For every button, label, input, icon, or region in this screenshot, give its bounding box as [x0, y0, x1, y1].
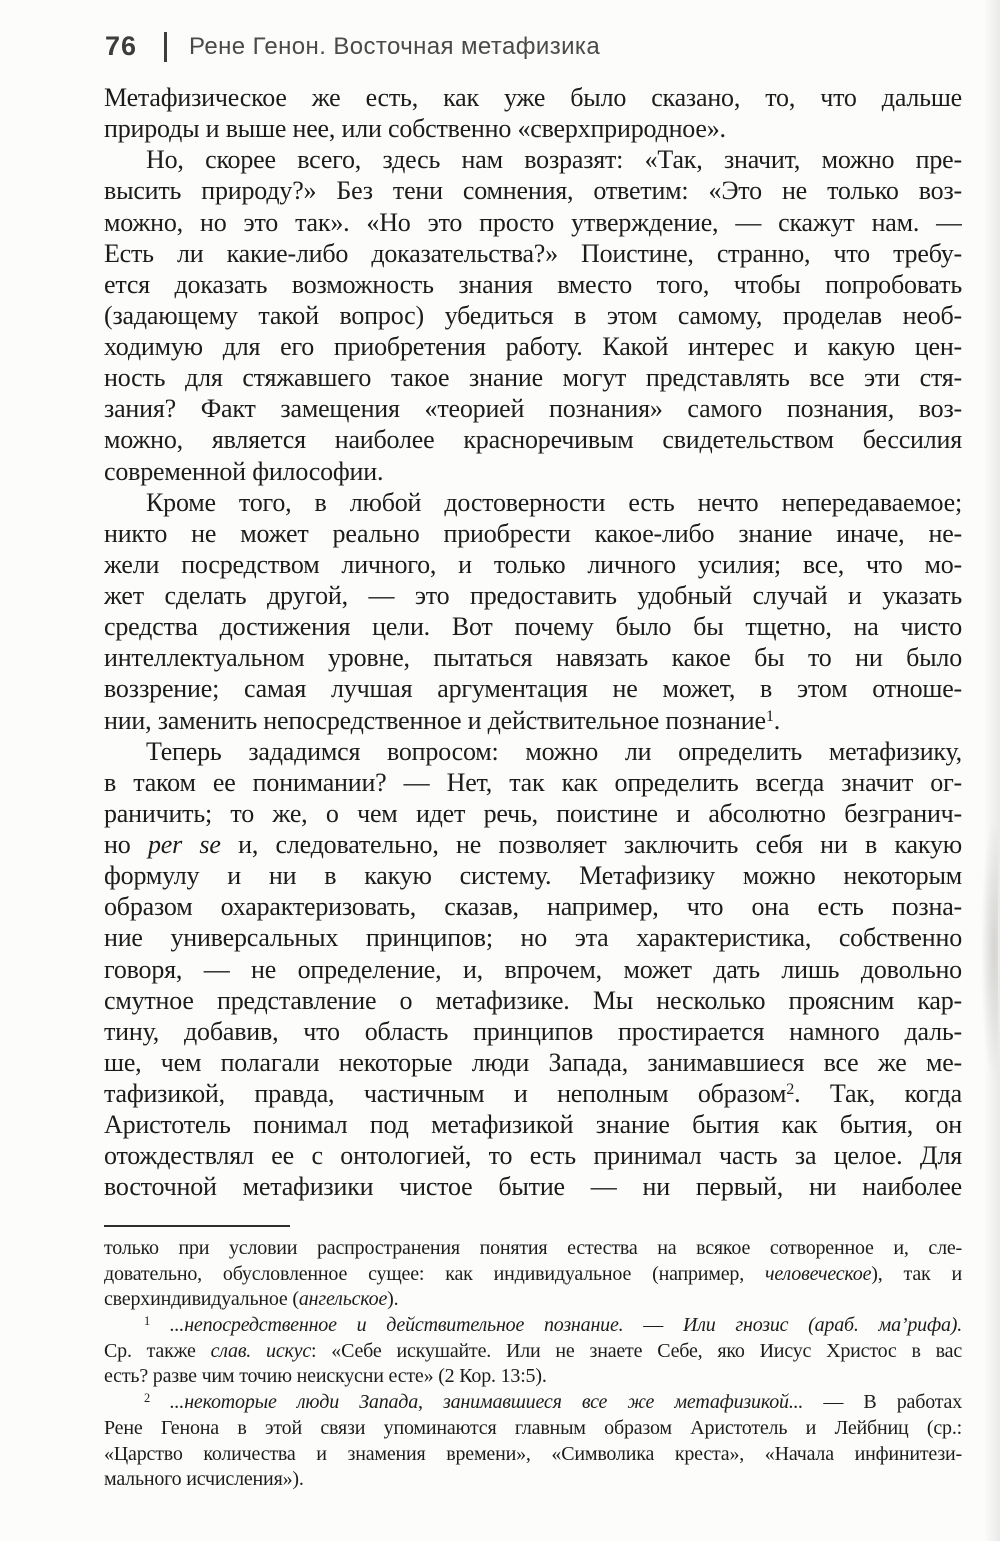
text-line: ность для стяжавшего такое знание могут представлять все эти стя-	[104, 363, 962, 393]
text-line: зания? Факт замещения «теорией познания» самого познания, воз-	[104, 394, 962, 424]
text-line: тафизикой, правда, частичным и неполным образом$^2$. Так, когда	[104, 1079, 962, 1108]
text-line: только при условии распространения понятия естества на всякое сотворенное и, сле-	[104, 1237, 962, 1259]
text-line: (задающему такой вопрос) убедиться в этом самому, проделав необ-	[104, 300, 962, 330]
header-divider-bar	[164, 32, 167, 62]
paragraph	[104, 736, 962, 1203]
text-line: но per se и, следовательно, не позволяет заключить себя ни в какую	[104, 830, 962, 859]
text-line: смутное представление о метафизике. Мы несколько проясним кар-	[104, 985, 962, 1015]
text-line: нии, заменить непосредственное и действительное познание$^1$.	[104, 705, 781, 735]
paragraph	[104, 82, 962, 144]
text-line: ше, чем полагали некоторые люди Запада, занимавшиеся все же ме-	[104, 1047, 962, 1077]
text-line: «Царство количества и знамения времени», «Символика креста», «Начала инфинитези-	[104, 1442, 962, 1465]
text-line: интеллектуальном уровне, пытаться навязать какое бы то ни было	[104, 643, 962, 673]
text-line: есть? разве чим точию неискусни есте» (2 Кор. 13:5).	[104, 1365, 547, 1388]
text-line: Метафизическое же есть, как уже было сказано, то, что дальше	[104, 83, 962, 112]
text-line: восточной метафизики чистое бытие — ни первый, ни наиболее	[104, 1172, 962, 1202]
text-line: ходимую для его приобретения работу. Какой интерес и какую цен-	[104, 332, 962, 361]
scan-edge-shade	[984, 0, 1000, 1541]
text-line: никто не может реально приобрести какое-либо знание иначе, не-	[104, 518, 962, 548]
paragraph	[104, 487, 962, 736]
paragraph	[104, 1236, 962, 1313]
text-line: можно, является наиболее красноречивым свидетельством бессилия	[104, 425, 962, 455]
text-line: воззрение; самая лучшая аргументация не может, в этом отноше-	[104, 674, 962, 704]
text-line: мального исчисления»).	[104, 1468, 304, 1491]
footnotes-block	[104, 1236, 962, 1493]
text-line: средства достижения цели. Вот почему было бы тщетно, на чисто	[104, 612, 962, 642]
text-line: можно, но это так». «Но это просто утверждение, — скажут нам. —	[104, 207, 962, 237]
running-head	[105, 31, 600, 62]
text-line: в таком ее понимании? — Нет, так как определить всегда значит ог-	[104, 767, 962, 797]
text-line: Но, скорее всего, здесь нам возразят: «Так, значит, можно пре-	[146, 145, 962, 175]
text-line: образом охарактеризовать, сказав, например, что она есть позна-	[104, 892, 962, 922]
text-line: довательно, обусловленное сущее: как индивидуальное (например, человеческое), так и	[104, 1262, 962, 1285]
text-line: $^1$ ...непосредственное и действительное познание. — Или гнозис (араб. ма’рифа).	[144, 1314, 962, 1337]
text-line: отождествлял ее с онтологией, то есть принимал часть за целое. Для	[104, 1141, 962, 1171]
text-line: природы и выше нее, или собственно «сверхприродное».	[104, 114, 726, 144]
text-line: ние универсальных принципов; но эта характеристика, собственно	[104, 923, 962, 953]
text-line: раничить; то же, о чем идет речь, поистине и абсолютно безгранич-	[104, 798, 962, 828]
text-line: Рене Генона в этой связи упоминаются главным образом Аристотель и Лейбниц (ср.:	[104, 1416, 962, 1439]
text-line: современной философии.	[104, 456, 384, 486]
main-text-block	[104, 82, 962, 1203]
text-line: высить природу?» Без тени сомнения, ответим: «Это не только воз-	[104, 176, 962, 206]
footnote-separator-rule	[104, 1225, 290, 1227]
text-line: Теперь зададимся вопросом: можно ли определить метафизику,	[146, 736, 962, 766]
paragraph	[104, 1390, 962, 1493]
text-line: жели посредством личного, и только личного усилия; все, что мо-	[104, 549, 962, 579]
paragraph	[104, 1313, 962, 1390]
text-line: Есть ли какие-либо доказательства?» Поистине, странно, что требу-	[104, 238, 962, 268]
page-number: 76	[105, 31, 138, 61]
text-line: ется доказать возможность знания вместо того, чтобы попробовать	[104, 269, 962, 299]
paragraph	[104, 144, 962, 486]
text-line: формулу и ни в какую систему. Метафизику можно некоторым	[104, 861, 962, 891]
text-line: Аристотель понимал под метафизикой знание бытия как бытия, он	[104, 1110, 962, 1140]
scan-edge-smudge	[976, 820, 998, 1080]
text-line: жет сделать другой, — это предоставить удобный случай и указать	[104, 581, 962, 610]
text-line: сверхиндивидуальное (ангельское).	[104, 1288, 399, 1311]
running-title: Рене Генон. Восточная метафизика	[189, 32, 601, 60]
text-line: тину, добавив, что область принципов простирается намного даль-	[104, 1016, 962, 1046]
text-line: $^2$ ...некоторые люди Запада, занимавшиеся все же метафизикой... — В работах	[144, 1391, 962, 1414]
text-line: говоря, — не определение, и, впрочем, может дать лишь довольно	[104, 954, 962, 984]
text-line: Ср. также слав. искус: «Себе искушайте. Или не знаете Себе, яко Иисус Христос в вас	[104, 1339, 962, 1362]
text-line: Кроме того, в любой достоверности есть нечто непередаваемое;	[146, 487, 962, 517]
